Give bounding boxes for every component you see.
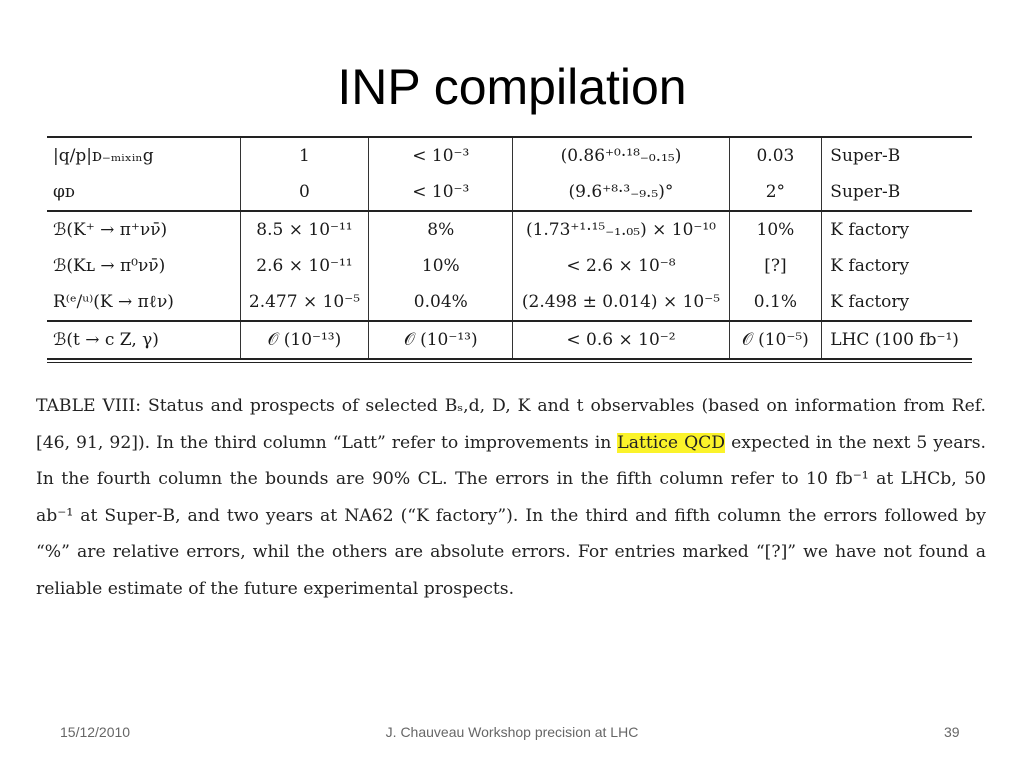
current-cell: 2.6 × 10⁻¹¹	[240, 248, 368, 284]
slide-number: 39	[944, 724, 960, 740]
facility-cell: Super-B	[822, 137, 972, 174]
facility-cell: Super-B	[822, 174, 972, 211]
table-row	[47, 248, 972, 284]
table-caption	[36, 388, 986, 607]
footer-center-text: J. Chauveau Workshop precision at LHC	[385, 724, 639, 740]
table-row	[47, 174, 972, 211]
facility-cell: K factory	[822, 248, 972, 284]
slide-title: INP compilation	[337, 59, 687, 115]
latt-cell: 𝒪 (10⁻¹³)	[369, 321, 513, 359]
table-row	[47, 137, 972, 174]
latt-cell: 8%	[369, 211, 513, 248]
current-cell: 0	[240, 174, 368, 211]
latt-cell: < 10⁻³	[369, 174, 513, 211]
footer-date: 15/12/2010	[60, 724, 131, 740]
observable-cell: |q/p|ᴅ₋ₘᵢₓᵢₙg	[47, 137, 240, 174]
facility-cell: LHC (100 fb⁻¹)	[822, 321, 972, 359]
current-cell: 𝒪 (10⁻¹³)	[240, 321, 368, 359]
observables-table	[47, 136, 972, 360]
future-cell: 0.03	[729, 137, 822, 174]
observable-cell: ℬ(K⁺ → π⁺νν̄)	[47, 211, 240, 248]
future-cell: 0.1%	[729, 284, 822, 321]
bound-cell: < 0.6 × 10⁻²	[513, 321, 729, 359]
current-cell: 2.477 × 10⁻⁵	[240, 284, 368, 321]
bound-cell: (1.73⁺¹·¹⁵₋₁.₀₅) × 10⁻¹⁰	[513, 211, 729, 248]
future-cell: 2°	[729, 174, 822, 211]
caption-text-end: expected in the next 5 years. In the fourth column the bounds are 90% CL. The errors in the fifth column refer to 10 fb⁻¹ at LHCb, 50 ab⁻¹ at Super-B, and two years at NA62 (“K factory”). In the third and fifth column the errors followed by “%” are relative errors, whil the others are absolute errors. For entries marked “[?]” we have not found a reliable estimate of the future experimental prospects.	[36, 432, 986, 599]
future-cell: 𝒪 (10⁻⁵)	[729, 321, 822, 359]
facility-cell: K factory	[822, 284, 972, 321]
bound-cell: (9.6⁺⁸·³₋₉.₅)°	[513, 174, 729, 211]
observable-cell: ℬ(Kʟ → π⁰νν̄)	[53, 256, 166, 276]
bound-cell: < 2.6 × 10⁻⁸	[513, 248, 729, 284]
caption-text-start: TABLE VIII: Status and prospects of selected Bₛ,d, D, K and t observables (based on information from Ref. [46, 91, 92]). In the third column “Latt” refer to improvements in	[36, 396, 986, 453]
observable-cell: φᴅ	[53, 182, 75, 202]
latt-cell: 10%	[369, 248, 513, 284]
bound-cell: (2.498 ± 0.014) × 10⁻⁵	[513, 284, 729, 321]
facility-cell: K factory	[822, 211, 972, 248]
current-cell: 8.5 × 10⁻¹¹	[240, 211, 368, 248]
latt-cell: < 10⁻³	[369, 137, 513, 174]
table-row	[47, 211, 972, 248]
bound-cell: (0.86⁺⁰·¹⁸₋₀.₁₅)	[513, 137, 729, 174]
current-cell: 1	[240, 137, 368, 174]
latt-cell: 0.04%	[369, 284, 513, 321]
observable-cell: ℬ(t → c Z, γ)	[47, 321, 240, 359]
caption-highlight: Lattice QCD	[617, 432, 726, 453]
future-cell: [?]	[729, 248, 822, 284]
table-row	[47, 284, 972, 321]
observable-cell: R⁽ᵉ/ᵘ⁾(K → πℓν)	[53, 292, 174, 312]
table-row	[47, 321, 972, 359]
future-cell: 10%	[729, 211, 822, 248]
table-bottom-rule	[47, 362, 972, 363]
